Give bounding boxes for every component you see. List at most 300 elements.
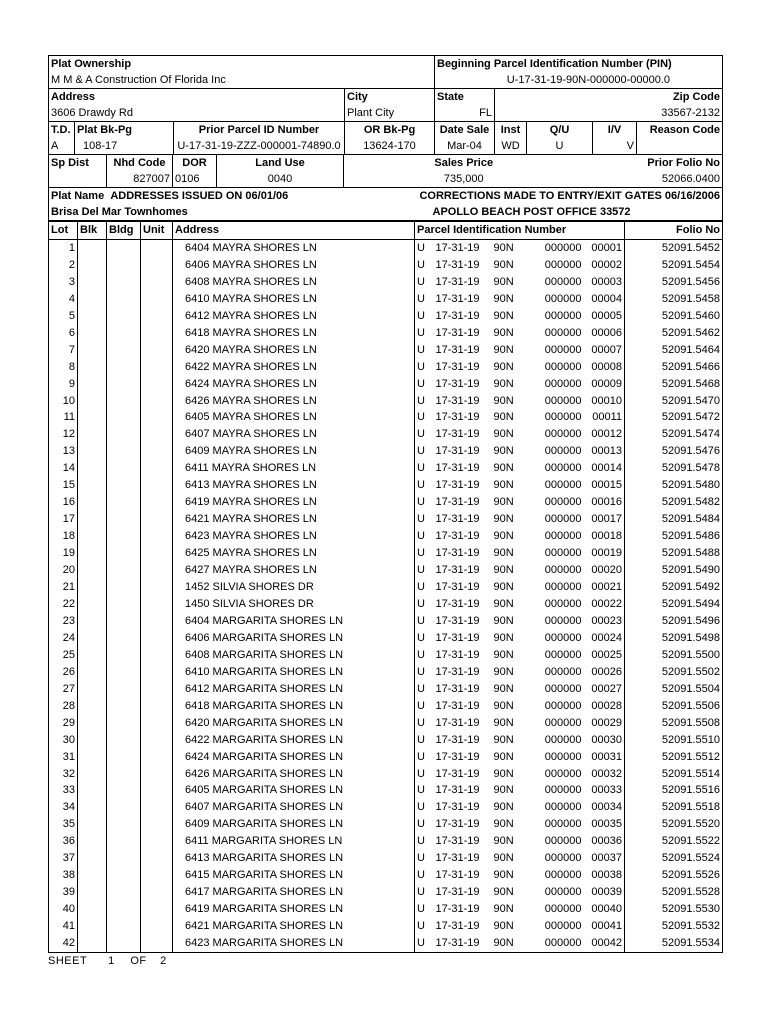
lot-rows: [49, 239, 723, 952]
lot-address: 6405 MAYRA SHORES LN: [173, 409, 415, 426]
blk-cell: [78, 681, 107, 698]
sheet-of-label: OF: [130, 954, 147, 967]
inst-value: WD: [495, 138, 527, 155]
lot-address: 6407 MAYRA SHORES LN: [173, 426, 415, 443]
blk-cell: [78, 816, 107, 833]
pin-lot: 00011: [592, 411, 623, 424]
plat-sheet: [48, 55, 722, 967]
lot-number: 35: [49, 816, 78, 833]
lot-number: 16: [49, 494, 78, 511]
pin-block: 000000: [544, 801, 582, 814]
dor-value: 0106: [173, 171, 217, 188]
pin-str: 17-31-19: [435, 411, 480, 424]
bldg-cell: [107, 732, 141, 749]
pin-str: 17-31-19: [435, 275, 480, 288]
folio-number: 52091.5532: [625, 918, 723, 935]
lot-address: 6409 MAYRA SHORES LN: [173, 443, 415, 460]
blk-cell: [78, 308, 107, 325]
pin-prefix: U: [415, 579, 434, 596]
pin-str: 17-31-19: [435, 767, 480, 780]
pin-prefix: U: [415, 749, 434, 766]
bldg-cell: [107, 308, 141, 325]
folio-number: 52091.5456: [625, 274, 723, 291]
pin-subdivision: 90N: [493, 394, 514, 407]
pin-block: 000000: [544, 750, 582, 763]
bldg-cell: [107, 918, 141, 935]
table-row: [49, 766, 723, 783]
pin-block: 000000: [544, 733, 582, 746]
plat-name-value: Brisa Del Mar Townhomes: [51, 206, 188, 218]
bldg-cell: [107, 239, 141, 256]
lot-number: 17: [49, 511, 78, 528]
lot-number: 9: [49, 376, 78, 393]
pin-prefix: U: [415, 867, 434, 884]
lot-number: 25: [49, 647, 78, 664]
table-row: [49, 239, 723, 256]
zip-value: 33567-2132: [495, 105, 723, 122]
table-row: [49, 308, 723, 325]
blk-cell: [78, 359, 107, 376]
address-label: Address: [49, 89, 345, 106]
unit-cell: [141, 799, 173, 816]
lot-address: 6418 MAYRA SHORES LN: [173, 325, 415, 342]
lot-number: 23: [49, 613, 78, 630]
pin-str: 17-31-19: [435, 258, 480, 271]
pin-prefix: U: [415, 528, 434, 545]
pin-str: 17-31-19: [435, 394, 480, 407]
col-pin: Parcel Identification Number: [415, 222, 625, 240]
pin-lot: 00015: [591, 479, 623, 492]
td-value: A: [49, 138, 75, 155]
table-row: [49, 393, 723, 410]
sales-price-label: Sales Price: [344, 155, 584, 171]
pin-subdivision: 90N: [493, 699, 514, 712]
pin-block: 000000: [544, 648, 582, 661]
blk-cell: [78, 935, 107, 952]
pin-subdivision: 90N: [493, 411, 514, 424]
lot-number: 6: [49, 325, 78, 342]
pin-prefix: U: [415, 460, 434, 477]
unit-cell: [141, 257, 173, 274]
pin-lot: 00007: [591, 343, 623, 356]
lot-address: 6404 MAYRA SHORES LN: [173, 239, 415, 256]
pin-str: 17-31-19: [435, 530, 480, 543]
pin-str: 17-31-19: [435, 241, 480, 254]
pin-prefix: U: [415, 596, 434, 613]
table-row: [49, 647, 723, 664]
pin-subdivision: 90N: [493, 547, 514, 560]
pin-subdivision: 90N: [493, 818, 514, 831]
folio-number: 52091.5472: [625, 409, 723, 426]
unit-cell: [141, 732, 173, 749]
bldg-cell: [107, 613, 141, 630]
bldg-cell: [107, 511, 141, 528]
pin-block: 000000: [544, 326, 582, 339]
lot-address: 6421 MAYRA SHORES LN: [173, 511, 415, 528]
lot-address: 6420 MARGARITA SHORES LN: [173, 715, 415, 732]
prior-folio-value: 52066.0400: [584, 171, 723, 188]
lot-number: 28: [49, 698, 78, 715]
pin-prefix: U: [415, 630, 434, 647]
table-row: [49, 749, 723, 766]
plat-name-block: [48, 188, 723, 221]
table-row: [49, 884, 723, 901]
pin-prefix: U: [415, 291, 434, 308]
pin-block: 000000: [544, 784, 582, 797]
pin-prefix: U: [415, 613, 434, 630]
folio-number: 52091.5452: [625, 239, 723, 256]
pin-str: 17-31-19: [435, 513, 480, 526]
bldg-cell: [107, 257, 141, 274]
pin-subdivision: 90N: [492, 935, 533, 952]
lot-number: 11: [49, 409, 78, 426]
blk-cell: [78, 749, 107, 766]
folio-number: 52091.5520: [625, 816, 723, 833]
pin-subdivision: 90N: [493, 241, 514, 254]
plat-bk-pg-value: 108-17: [75, 138, 174, 155]
unit-cell: [141, 850, 173, 867]
pin-prefix: U: [415, 935, 434, 952]
pin-lot: 00033: [591, 784, 623, 797]
unit-cell: [141, 511, 173, 528]
blk-cell: [78, 511, 107, 528]
lot-number: 24: [49, 630, 78, 647]
unit-cell: [141, 562, 173, 579]
unit-cell: [141, 274, 173, 291]
table-row: [49, 494, 723, 511]
blk-cell: [78, 342, 107, 359]
pin-block: 000000: [544, 869, 582, 882]
pin-str: 17-31-19: [435, 581, 480, 594]
pin-str: 17-31-19: [435, 920, 480, 933]
pin-subdivision: 90N: [493, 326, 514, 339]
pin-subdivision: 90N: [493, 462, 514, 475]
pin-subdivision: 90N: [493, 665, 514, 678]
pin-lot: 00004: [591, 292, 623, 305]
pin-block: 000000: [544, 513, 582, 526]
pin-str: 17-31-19: [435, 835, 480, 848]
folio-number: 52091.5502: [625, 664, 723, 681]
bldg-cell: [107, 393, 141, 410]
pin-lot: 00016: [591, 496, 623, 509]
lot-address: 6406 MAYRA SHORES LN: [173, 257, 415, 274]
col-address: Address: [173, 222, 415, 240]
inst-label: Inst: [495, 122, 527, 139]
lot-number: 21: [49, 579, 78, 596]
bldg-cell: [107, 833, 141, 850]
pin-prefix: U: [415, 274, 434, 291]
pin-prefix: U: [415, 681, 434, 698]
qu-value: U: [527, 138, 593, 155]
sales-price-value: 735,000: [344, 171, 584, 188]
lot-number: 14: [49, 460, 78, 477]
blk-cell: [78, 562, 107, 579]
lot-address: 6418 MARGARITA SHORES LN: [173, 698, 415, 715]
pin-block: 000000: [544, 716, 582, 729]
folio-number: 52091.5500: [625, 647, 723, 664]
pin-str: 17-31-19: [435, 496, 480, 509]
pin-prefix: U: [415, 884, 434, 901]
pin-lot: 00028: [591, 699, 623, 712]
post-office-note: APOLLO BEACH POST OFFICE 33572: [432, 206, 631, 218]
folio-number: 52091.5506: [625, 698, 723, 715]
pin-str: 17-31-19: [435, 682, 480, 695]
zip-label: Zip Code: [495, 89, 723, 106]
table-row: [49, 935, 723, 952]
blk-cell: [78, 494, 107, 511]
bldg-cell: [107, 867, 141, 884]
pin-str: 17-31-19: [435, 614, 480, 627]
table-row: [49, 681, 723, 698]
beginning-pin-value: U-17-31-19-90N-000000-00000.0: [435, 72, 723, 89]
folio-number: 52091.5530: [625, 901, 723, 918]
corrections-note: CORRECTIONS MADE TO ENTRY/EXIT GATES 06/16/2006: [419, 190, 720, 202]
lot-address: 6425 MAYRA SHORES LN: [173, 545, 415, 562]
reason-code-value: [637, 138, 723, 155]
pin-block: 000000: [544, 614, 582, 627]
unit-cell: [141, 647, 173, 664]
pin-subdivision: 90N: [493, 614, 514, 627]
pin-str: 17-31-19: [435, 818, 480, 831]
folio-number: 52091.5458: [625, 291, 723, 308]
pin-subdivision: 90N: [493, 869, 514, 882]
lot-address: 6421 MARGARITA SHORES LN: [173, 918, 415, 935]
lot-address: 6419 MARGARITA SHORES LN: [173, 901, 415, 918]
table-row: [49, 528, 723, 545]
unit-cell: [141, 816, 173, 833]
pin-prefix: U: [415, 799, 434, 816]
lot-number: 15: [49, 477, 78, 494]
pin-lot: 00032: [591, 767, 623, 780]
table-row: [49, 477, 723, 494]
blk-cell: [78, 613, 107, 630]
lot-address: 6424 MAYRA SHORES LN: [173, 376, 415, 393]
unit-cell: [141, 443, 173, 460]
lot-address: 6423 MARGARITA SHORES LN: [173, 935, 415, 952]
lot-address: 6408 MARGARITA SHORES LN: [173, 647, 415, 664]
pin-prefix: U: [415, 647, 434, 664]
folio-number: 52091.5534: [625, 935, 723, 952]
lot-number: 39: [49, 884, 78, 901]
unit-cell: [141, 579, 173, 596]
land-use-value: 0040: [217, 171, 344, 188]
table-row: [49, 426, 723, 443]
td-label: T.D.: [49, 122, 75, 139]
sheet-label: SHEET: [48, 954, 88, 967]
lot-number: 40: [49, 901, 78, 918]
plat-bk-pg-label: Plat Bk-Pg: [75, 122, 174, 139]
lot-address: 6419 MAYRA SHORES LN: [173, 494, 415, 511]
blk-cell: [78, 630, 107, 647]
pin-str: 17-31-19: [435, 360, 480, 373]
lot-address: 6405 MARGARITA SHORES LN: [173, 782, 415, 799]
lot-number: 37: [49, 850, 78, 867]
pin-lot: 00002: [591, 258, 623, 271]
pin-block: 000000: [544, 377, 582, 390]
table-row: [49, 782, 723, 799]
pin-subdivision: 90N: [493, 343, 514, 356]
pin-lot: 00036: [591, 835, 623, 848]
bldg-cell: [107, 850, 141, 867]
pin-lot: 00023: [591, 614, 623, 627]
lot-number: 41: [49, 918, 78, 935]
pin-lot: 00026: [591, 665, 623, 678]
folio-number: 52091.5524: [625, 850, 723, 867]
plat-ownership-value: M M & A Construction Of Florida Inc: [49, 72, 435, 89]
pin-prefix: U: [415, 239, 434, 256]
folio-number: 52091.5474: [625, 426, 723, 443]
blk-cell: [78, 698, 107, 715]
lot-address: 6404 MARGARITA SHORES LN: [173, 613, 415, 630]
pin-subdivision: 90N: [493, 581, 514, 594]
pin-str: 17-31-19: [435, 631, 480, 644]
table-row: [49, 613, 723, 630]
unit-cell: [141, 239, 173, 256]
bldg-cell: [107, 935, 141, 952]
pin-block: 000000: [544, 631, 582, 644]
blk-cell: [78, 766, 107, 783]
bldg-cell: [107, 698, 141, 715]
folio-number: 52091.5482: [625, 494, 723, 511]
unit-cell: [141, 630, 173, 647]
folio-number: 52091.5460: [625, 308, 723, 325]
unit-cell: [141, 359, 173, 376]
plat-header-table-2: [48, 155, 723, 188]
lot-number: 31: [49, 749, 78, 766]
blk-cell: [78, 291, 107, 308]
pin-subdivision: 90N: [493, 648, 514, 661]
unit-cell: [141, 308, 173, 325]
pin-subdivision: 90N: [493, 377, 514, 390]
lot-number: 32: [49, 766, 78, 783]
pin-block: 000000: [544, 581, 582, 594]
blk-cell: [78, 443, 107, 460]
bldg-cell: [107, 291, 141, 308]
table-row: [49, 460, 723, 477]
bldg-cell: [107, 579, 141, 596]
folio-number: 52091.5512: [625, 749, 723, 766]
pin-prefix: U: [415, 782, 434, 799]
lot-address: 6412 MAYRA SHORES LN: [173, 308, 415, 325]
pin-lot: 00038: [591, 869, 623, 882]
folio-number: 52091.5478: [625, 460, 723, 477]
pin-str: 17-31-19: [435, 326, 480, 339]
folio-number: 52091.5454: [625, 257, 723, 274]
unit-cell: [141, 528, 173, 545]
table-row: [49, 443, 723, 460]
lot-number: 7: [49, 342, 78, 359]
bldg-cell: [107, 460, 141, 477]
folio-number: 52091.5468: [625, 376, 723, 393]
blk-cell: [78, 460, 107, 477]
table-row: [49, 274, 723, 291]
bldg-cell: [107, 884, 141, 901]
pin-block: 000000: [544, 343, 582, 356]
pin-subdivision: 90N: [493, 445, 514, 458]
pin-subdivision: 90N: [493, 360, 514, 373]
blk-cell: [78, 833, 107, 850]
bldg-cell: [107, 799, 141, 816]
pin-block: 000000: [544, 665, 582, 678]
pin-str: 17-31-19: [435, 784, 480, 797]
pin-lot: 00039: [591, 886, 623, 899]
pin-subdivision: 90N: [493, 309, 514, 322]
pin-lot: 00009: [591, 377, 623, 390]
pin-prefix: U: [415, 766, 434, 783]
blk-cell: [78, 799, 107, 816]
table-row: [49, 833, 723, 850]
pin-block: 000000: [544, 241, 582, 254]
pin-str: 17-31-19: [435, 547, 480, 560]
qu-label: Q/U: [527, 122, 593, 139]
lot-address: 6410 MARGARITA SHORES LN: [173, 664, 415, 681]
unit-cell: [141, 681, 173, 698]
table-row: [49, 291, 723, 308]
pin-str: 17-31-19: [435, 716, 480, 729]
table-row: [49, 918, 723, 935]
lot-number: 8: [49, 359, 78, 376]
pin-subdivision: 90N: [493, 682, 514, 695]
pin-lot: 00035: [591, 818, 623, 831]
pin-prefix: U: [415, 376, 434, 393]
folio-number: 52091.5466: [625, 359, 723, 376]
table-row: [49, 545, 723, 562]
pin-lot: 00006: [591, 326, 623, 339]
pin-lot: 00010: [591, 394, 623, 407]
pin-block: 000000: [544, 462, 582, 475]
date-sale-value: Mar-04: [435, 138, 495, 155]
pin-lot: 00013: [591, 445, 623, 458]
pin-lot: 00001: [591, 241, 623, 254]
pin-prefix: U: [415, 918, 434, 935]
blk-cell: [78, 901, 107, 918]
folio-number: 52091.5476: [625, 443, 723, 460]
blk-cell: [78, 732, 107, 749]
folio-number: 52091.5514: [625, 766, 723, 783]
pin-prefix: U: [415, 325, 434, 342]
pin-lot: 00012: [591, 428, 623, 441]
pin-block: 000000: [544, 445, 582, 458]
unit-cell: [141, 613, 173, 630]
folio-number: 52091.5470: [625, 393, 723, 410]
table-row: [49, 359, 723, 376]
bldg-cell: [107, 376, 141, 393]
pin-subdivision: 90N: [493, 750, 514, 763]
col-lot: Lot: [49, 222, 78, 240]
bldg-cell: [107, 816, 141, 833]
bldg-cell: [107, 359, 141, 376]
table-row: [49, 562, 723, 579]
table-row: [49, 715, 723, 732]
reason-code-label: Reason Code: [637, 122, 723, 139]
blk-cell: [78, 664, 107, 681]
pin-lot: 00008: [591, 360, 623, 373]
blk-cell: [78, 376, 107, 393]
bldg-cell: [107, 766, 141, 783]
bldg-cell: [107, 325, 141, 342]
pin-str: 17-31-19: [435, 597, 480, 610]
blk-cell: [78, 918, 107, 935]
unit-cell: [141, 698, 173, 715]
lot-number: 36: [49, 833, 78, 850]
lot-number: 13: [49, 443, 78, 460]
sheet-footer: [48, 955, 722, 967]
lot-address: 6422 MARGARITA SHORES LN: [173, 732, 415, 749]
lot-number: 4: [49, 291, 78, 308]
pin-str: 17-31-19: [435, 733, 480, 746]
folio-number: 52091.5504: [625, 681, 723, 698]
pin-prefix: U: [415, 393, 434, 410]
